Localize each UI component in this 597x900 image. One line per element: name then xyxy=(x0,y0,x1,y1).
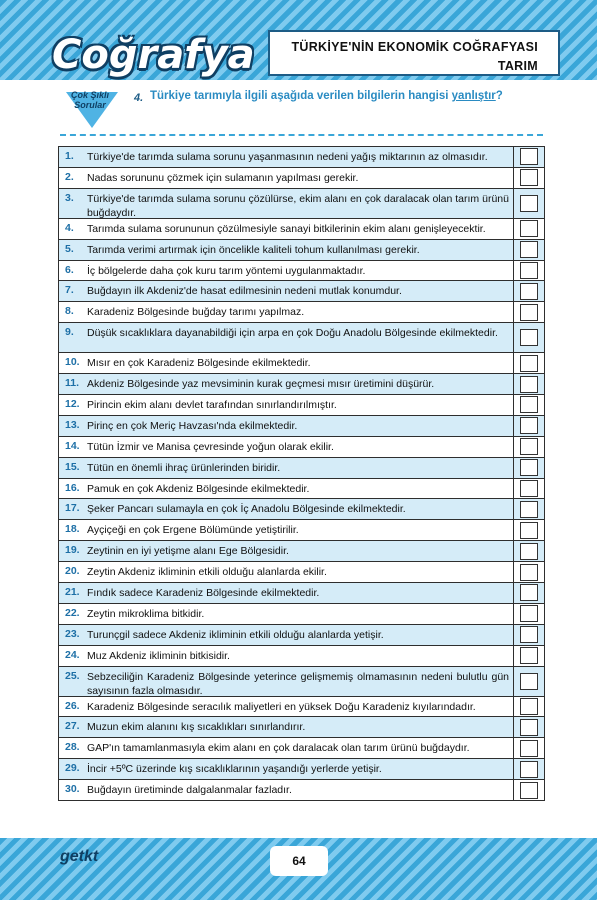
statement-text: Zeytin mikroklima bitkidir. xyxy=(87,607,205,620)
statement-row xyxy=(59,323,544,353)
answer-checkbox-cell xyxy=(514,355,544,372)
answer-checkbox-cell xyxy=(514,195,544,212)
statement-row xyxy=(59,437,544,458)
answer-checkbox-cell xyxy=(514,543,544,560)
statement-cell xyxy=(59,646,514,666)
statement-row xyxy=(59,667,544,697)
answer-checkbox[interactable] xyxy=(520,304,538,321)
answer-checkbox[interactable] xyxy=(520,584,538,601)
statement-number: 4. xyxy=(65,221,74,234)
statement-row xyxy=(59,168,544,189)
statement-row xyxy=(59,147,544,168)
statement-cell xyxy=(59,219,514,239)
statement-number: 30. xyxy=(65,783,80,796)
statement-cell xyxy=(59,562,514,582)
statement-text: Zeytinin en iyi yetişme alanı Ege Bölgesidir. xyxy=(87,545,289,558)
answer-checkbox-cell xyxy=(514,584,544,601)
answer-checkbox-cell xyxy=(514,417,544,434)
answer-checkbox-cell xyxy=(514,522,544,539)
statement-row xyxy=(59,353,544,374)
statement-text: İncir +5ºC üzerinde kış sıcaklıklarının yaşandığı yerlerde yetişir. xyxy=(87,763,382,776)
statement-row xyxy=(59,261,544,282)
question-emphasis: yanlıştır xyxy=(451,90,496,102)
answer-checkbox[interactable] xyxy=(520,761,538,778)
statement-row xyxy=(59,583,544,604)
answer-checkbox[interactable] xyxy=(520,283,538,300)
statement-row xyxy=(59,738,544,759)
answer-checkbox-cell xyxy=(514,220,544,237)
statement-cell xyxy=(59,738,514,758)
answer-checkbox[interactable] xyxy=(520,673,538,690)
statement-text: Ayçiçeği en çok Ergene Bölümünde yetiştirilir. xyxy=(87,524,299,537)
statement-number: 8. xyxy=(65,305,74,318)
answer-checkbox-cell xyxy=(514,480,544,497)
statement-number: 7. xyxy=(65,284,74,297)
statement-row xyxy=(59,697,544,718)
answer-checkbox[interactable] xyxy=(520,522,538,539)
statement-table xyxy=(58,146,545,801)
statement-cell xyxy=(59,168,514,188)
statement-number: 6. xyxy=(65,263,74,276)
question-suffix: ? xyxy=(495,90,503,102)
answer-checkbox-cell xyxy=(514,459,544,476)
answer-checkbox[interactable] xyxy=(520,417,538,434)
statement-number: 25. xyxy=(65,669,80,682)
statement-number: 19. xyxy=(65,544,80,557)
statement-row xyxy=(59,219,544,240)
answer-checkbox-cell xyxy=(514,647,544,664)
statement-text: Nadas sorununu çözmek için sulamanın yapılması gerekir. xyxy=(87,171,359,184)
answer-checkbox[interactable] xyxy=(520,459,538,476)
statement-number: 12. xyxy=(65,398,80,411)
question-number: 4. xyxy=(134,92,144,104)
statement-number: 18. xyxy=(65,523,80,536)
statement-cell xyxy=(59,520,514,540)
statement-row xyxy=(59,458,544,479)
statement-cell xyxy=(59,374,514,394)
statement-cell xyxy=(59,416,514,436)
statement-text: Muz Akdeniz ikliminin bitkisidir. xyxy=(87,649,230,662)
statement-cell xyxy=(59,302,514,322)
statement-number: 2. xyxy=(65,170,74,183)
answer-checkbox-cell xyxy=(514,782,544,799)
statement-row xyxy=(59,646,544,667)
page-subtitle: TARIM xyxy=(497,59,538,73)
answer-checkbox[interactable] xyxy=(520,396,538,413)
answer-checkbox[interactable] xyxy=(520,501,538,518)
statement-number: 15. xyxy=(65,460,80,473)
answer-checkbox-cell xyxy=(514,148,544,165)
statement-text: Buğdayın üretiminde dalgalanmalar fazladır. xyxy=(87,784,292,797)
answer-checkbox-cell xyxy=(514,329,544,346)
answer-checkbox[interactable] xyxy=(520,438,538,455)
statement-number: 11. xyxy=(65,377,80,390)
statement-text: Muzun ekim alanını kış sıcaklıkları sınırlandırır. xyxy=(87,721,306,734)
statement-number: 16. xyxy=(65,481,80,494)
answer-checkbox[interactable] xyxy=(520,605,538,622)
statement-text: Düşük sıcaklıklara dayanabildiği için arpa en çok Doğu Anadolu Bölgesinde ekilmektedir. xyxy=(87,327,498,340)
answer-checkbox-cell xyxy=(514,719,544,736)
answer-checkbox[interactable] xyxy=(520,220,538,237)
answer-checkbox-cell xyxy=(514,376,544,393)
statement-number: 23. xyxy=(65,627,80,640)
statement-number: 13. xyxy=(65,418,80,431)
answer-checkbox[interactable] xyxy=(520,719,538,736)
statement-cell xyxy=(59,583,514,603)
statement-number: 26. xyxy=(65,699,80,712)
statement-number: 10. xyxy=(65,356,80,369)
answer-checkbox-cell xyxy=(514,564,544,581)
statement-text: Mısır en çok Karadeniz Bölgesinde ekilmektedir. xyxy=(87,357,311,370)
statement-number: 28. xyxy=(65,741,80,754)
statement-text: Tarımda verimi artırmak için öncelikle kaliteli tohum kullanılması gerekir. xyxy=(87,243,420,256)
statement-cell xyxy=(59,499,514,519)
answer-checkbox[interactable] xyxy=(520,480,538,497)
statement-cell xyxy=(59,147,514,167)
answer-checkbox[interactable] xyxy=(520,169,538,186)
statement-text: Fındık sadece Karadeniz Bölgesinde ekilmektedir. xyxy=(87,587,320,600)
question-type-badge xyxy=(60,88,130,128)
statement-number: 29. xyxy=(65,762,80,775)
statement-cell xyxy=(59,780,514,800)
answer-checkbox-cell xyxy=(514,626,544,643)
answer-checkbox-cell xyxy=(514,761,544,778)
statement-row xyxy=(59,717,544,738)
answer-checkbox-cell xyxy=(514,169,544,186)
answer-checkbox-cell xyxy=(514,698,544,715)
statement-cell xyxy=(59,697,514,717)
page-title-box xyxy=(268,30,560,76)
answer-checkbox[interactable] xyxy=(520,698,538,715)
statement-cell xyxy=(59,395,514,415)
statement-number: 1. xyxy=(65,150,74,162)
statement-number: 5. xyxy=(65,242,74,255)
statement-cell xyxy=(59,625,514,645)
statement-cell xyxy=(59,240,514,260)
statement-cell xyxy=(59,189,514,218)
answer-checkbox[interactable] xyxy=(520,262,538,279)
badge-label: Çok Şıklı Sorular xyxy=(70,90,109,110)
statement-text: Türkiye'de tarımda sulama sorunu yaşanmasının nedeni yağış miktarının az olmasıdır. xyxy=(87,151,488,163)
statement-text: Karadeniz Bölgesinde seracılık maliyetleri en yüksek Doğu Karadeniz kıyılarındadır. xyxy=(87,700,476,713)
statement-number: 3. xyxy=(65,191,74,204)
statement-cell xyxy=(59,541,514,561)
statement-row xyxy=(59,780,544,801)
statement-number: 17. xyxy=(65,502,80,515)
divider xyxy=(60,134,543,136)
statement-row xyxy=(59,240,544,261)
answer-checkbox-cell xyxy=(514,501,544,518)
statement-text: Tarımda sulama sorununun çözülmesiyle sanayi bitkilerinin ekim alanı genişleyecektir. xyxy=(87,222,486,235)
statement-row xyxy=(59,416,544,437)
statement-number: 22. xyxy=(65,606,80,619)
statement-number: 14. xyxy=(65,439,80,452)
statement-row xyxy=(59,302,544,323)
statement-row xyxy=(59,562,544,583)
answer-checkbox-cell xyxy=(514,605,544,622)
statement-text: Tütün en önemli ihraç ürünlerinden biridir. xyxy=(87,461,281,474)
statement-text: Tütün İzmir ve Manisa çevresinde yoğun olarak ekilir. xyxy=(87,440,334,453)
answer-checkbox[interactable] xyxy=(520,647,538,664)
answer-checkbox[interactable] xyxy=(520,355,538,372)
answer-checkbox-cell xyxy=(514,740,544,757)
statement-row xyxy=(59,499,544,520)
statement-text: Türkiye'de tarımda sulama sorunu çözülürse, ekim alanı en çok daralacak olan tarım ürünü buğdaydır. xyxy=(87,192,509,219)
statement-text: Zeytin Akdeniz ikliminin etkili olduğu alanlarda ekilir. xyxy=(87,566,327,579)
statement-row xyxy=(59,479,544,500)
statement-row xyxy=(59,759,544,780)
publisher-logo: getkt xyxy=(60,848,99,865)
answer-checkbox-cell xyxy=(514,283,544,300)
answer-checkbox[interactable] xyxy=(520,626,538,643)
answer-checkbox-cell xyxy=(514,304,544,321)
question-prefix: Türkiye tarımıyla ilgili aşağıda verilen bilgilerin hangisi xyxy=(150,90,452,102)
answer-checkbox[interactable] xyxy=(520,564,538,581)
page-number: 64 xyxy=(270,846,328,876)
statement-text: Pirinç en çok Meriç Havzası'nda ekilmektedir. xyxy=(87,419,298,432)
subject-logo: Coğrafya xyxy=(52,32,255,78)
statement-number: 24. xyxy=(65,648,80,661)
answer-checkbox[interactable] xyxy=(520,195,538,212)
statement-cell xyxy=(59,458,514,478)
statement-text: Pamuk en çok Akdeniz Bölgesinde ekilmektedir. xyxy=(87,482,310,495)
statement-cell xyxy=(59,717,514,737)
answer-checkbox-cell xyxy=(514,241,544,258)
statement-number: 27. xyxy=(65,720,80,733)
statement-text: Pirincin ekim alanı devlet tarafından sınırlandırılmıştır. xyxy=(87,399,337,412)
statement-text: Karadeniz Bölgesinde buğday tarımı yapılmaz. xyxy=(87,306,305,319)
answer-checkbox[interactable] xyxy=(520,148,538,165)
answer-checkbox-cell xyxy=(514,396,544,413)
statement-number: 9. xyxy=(65,326,74,339)
answer-checkbox[interactable] xyxy=(520,740,538,757)
answer-checkbox[interactable] xyxy=(520,543,538,560)
answer-checkbox[interactable] xyxy=(520,329,538,346)
statement-number: 20. xyxy=(65,565,80,578)
statement-text: Sebzeciliğin Karadeniz Bölgesinde yeterince gelişmemiş olmamasının nedeni bulutlu gün sayısının fazla olmasıdır. xyxy=(87,670,509,697)
statement-cell xyxy=(59,281,514,301)
answer-checkbox-cell xyxy=(514,673,544,690)
statement-row xyxy=(59,604,544,625)
statement-row xyxy=(59,281,544,302)
statement-cell xyxy=(59,759,514,779)
statement-cell xyxy=(59,261,514,281)
statement-cell xyxy=(59,323,514,352)
statement-cell xyxy=(59,437,514,457)
statement-cell xyxy=(59,667,514,696)
statement-row xyxy=(59,625,544,646)
statement-cell xyxy=(59,353,514,373)
answer-checkbox[interactable] xyxy=(520,241,538,258)
answer-checkbox[interactable] xyxy=(520,376,538,393)
statement-text: Akdeniz Bölgesinde yaz mevsiminin kurak geçmesi mısır üretimini düşürür. xyxy=(87,378,435,391)
answer-checkbox-cell xyxy=(514,262,544,279)
statement-text: İç bölgelerde daha çok kuru tarım yöntemi uygulanmaktadır. xyxy=(87,264,366,277)
statement-row xyxy=(59,541,544,562)
statement-row xyxy=(59,374,544,395)
statement-cell xyxy=(59,604,514,624)
statement-row xyxy=(59,520,544,541)
statement-text: Buğdayın ilk Akdeniz'de hasat edilmesinin nedeni mutlak konumdur. xyxy=(87,285,402,298)
statement-cell xyxy=(59,479,514,499)
statement-text: Turunçgil sadece Akdeniz ikliminin etkili olduğu alanlarda yetişir. xyxy=(87,628,384,641)
answer-checkbox[interactable] xyxy=(520,782,538,799)
statement-row xyxy=(59,189,544,219)
statement-text: GAP'ın tamamlanmasıyla ekim alanı en çok daralacak olan tarım ürünü buğdaydır. xyxy=(87,742,470,755)
answer-checkbox-cell xyxy=(514,438,544,455)
statement-row xyxy=(59,395,544,416)
statement-text: Şeker Pancarı sulamayla en çok İç Anadolu Bölgesinde ekilmektedir. xyxy=(87,503,406,516)
statement-number: 21. xyxy=(65,586,80,599)
question-text xyxy=(150,90,503,102)
page-title: TÜRKİYE'NİN EKONOMİK COĞRAFYASI xyxy=(291,40,538,54)
